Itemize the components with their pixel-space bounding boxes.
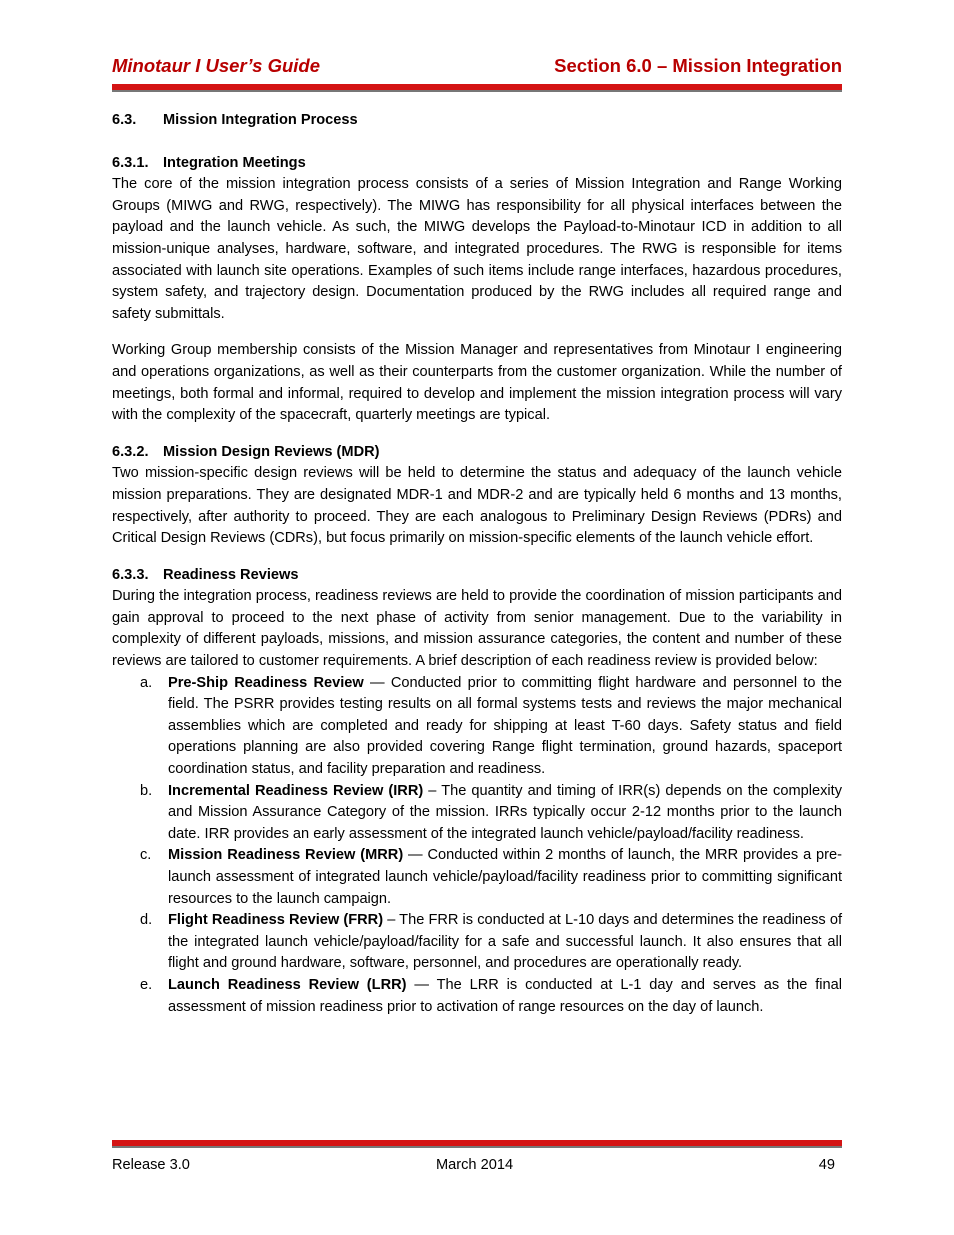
list-item: [112, 910, 842, 975]
review-description: — Conducted prior to committing flight hardware and personnel to the field. The PSRR provides testing results on all formal systems tests and reviews the major mechanical assemblies which are completed and ready for shipping at least T-60 days. Safety status and field operations planning are also provided covering Range flight termination, ground hazards, spaceport coordination status, and facility preparation and readiness.: [168, 674, 842, 778]
subsection-number: 6.3.2.: [112, 443, 149, 460]
subsection-heading-readiness-reviews: [112, 565, 842, 587]
readiness-review-list: [112, 673, 842, 1019]
list-letter: e.: [140, 976, 153, 993]
review-description: — Conducted within 2 months of launch, the MRR provides a pre-launch assessment of integrated launch vehicle/payload/facility readiness prior to committing significant resources to the launch campaign.: [168, 847, 843, 907]
guide-title: Minotaur I User’s Guide: [112, 55, 320, 76]
review-term: Pre-Ship Readiness Review: [168, 674, 364, 691]
page-number: 49: [818, 1157, 835, 1173]
list-item: [112, 845, 842, 910]
paragraph: During the integration process, readiness reviews are held to provide the coordination of mission participants and gain approval to proceed to the next phase of activity from senior management. Due to the variability in complexity of different payloads, missions, and mission assurance categories, the content and number of these reviews are tailored to customer requirements. A brief description of each readiness review is provided below:: [112, 588, 842, 670]
section-heading-text: Mission Integration Process: [163, 112, 358, 128]
list-letter: d.: [140, 912, 153, 929]
list-letter: a.: [140, 674, 153, 691]
review-term: Flight Readiness Review (FRR): [168, 912, 384, 929]
review-description: — The LRR is conducted at L-1 day and serves as the final assessment of mission readiness prior to activation of range resources on the day of launch.: [168, 976, 842, 1015]
page-body: [112, 110, 842, 1018]
paragraph: Working Group membership consists of the Mission Manager and representatives from Minotaur I engineering and operations organizations, as well as their counterparts from the customer organization. While the number of meetings, both formal and informal, required to develop and implement the mission integration process will vary with the complexity of the spacecraft, quarterly meetings are typical.: [112, 342, 842, 424]
section-heading: [112, 110, 842, 132]
review-term: Incremental Readiness Review (IRR): [168, 782, 424, 799]
section-title: Section 6.0 – Mission Integration: [554, 55, 842, 76]
list-letter: b.: [140, 782, 153, 799]
subsection-heading-mission-design-reviews: [112, 442, 842, 464]
footer-rule: [112, 1140, 842, 1148]
subsection-title: Mission Design Reviews (MDR): [163, 443, 380, 460]
section-number: 6.3.: [112, 112, 137, 128]
subsection-number: 6.3.1.: [112, 154, 149, 171]
paragraph: The core of the mission integration process consists of a series of Mission Integration and Range Working Groups (MIWG and RWG, respectively). The MIWG has responsibility for all physical interfaces between the payload and the launch vehicle. As such, the MIWG develops the Payload-to-Minotaur ICD in addition to all mission-unique analyses, hardware, software, and integrated procedures. The RWG is responsible for items associated with launch site operations. Examples of such items include range interfaces, hazardous procedures, system safety, and trajectory design. Documentation produced by the RWG includes all required range and safety submittals.: [112, 176, 842, 322]
list-letter: c.: [140, 847, 152, 864]
subsection-title: Integration Meetings: [163, 154, 306, 171]
review-description: – The FRR is conducted at L-10 days and determines the readiness of the integrated launch vehicle/payload/facility for a safe and successful launch. It also ensures that all flight and ground hardware, software, personnel, and procedures are operationally ready.: [168, 912, 843, 972]
subsection-title: Readiness Reviews: [163, 566, 299, 583]
list-item: [112, 975, 842, 1018]
list-item: [112, 673, 842, 781]
review-term: Launch Readiness Review (LRR): [168, 976, 407, 993]
review-term: Mission Readiness Review (MRR): [168, 847, 404, 864]
paragraph: Two mission-specific design reviews will be held to determine the status and adequacy of the launch vehicle mission preparations. They are designated MDR-1 and MDR-2 and are typically held 6 months and 13 months, respectively, after authority to proceed. They are each analogous to Preliminary Design Reviews (PDRs) and Critical Design Reviews (CDRs), but focus primarily on mission-specific elements of the launch vehicle effort.: [112, 465, 842, 547]
subsection-number: 6.3.3.: [112, 566, 149, 583]
header-rule: [112, 84, 842, 92]
date-label: March 2014: [436, 1157, 514, 1173]
release-label: Release 3.0: [112, 1157, 190, 1173]
subsection-heading-integration-meetings: [112, 153, 842, 175]
list-item: [112, 781, 842, 846]
review-description: – The quantity and timing of IRR(s) depends on the complexity and Mission Assurance Category of the mission. IRRs typically occur 2-12 months prior to the launch date. IRR provides an early assessment of the integrated launch vehicle/payload/facility readiness.: [168, 782, 842, 842]
